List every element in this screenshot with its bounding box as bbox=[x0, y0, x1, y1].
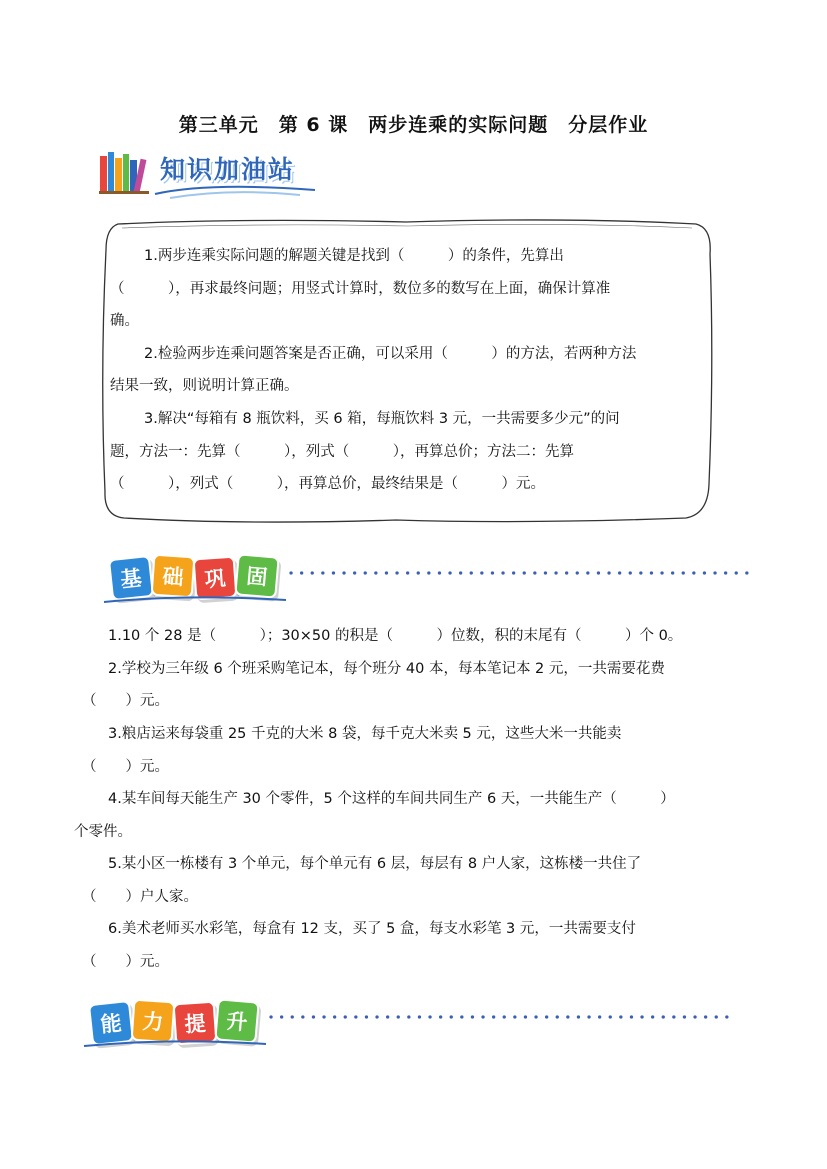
question-6-cont: （ ）元。 bbox=[82, 954, 169, 970]
knowledge-line-6: 3.解决“每箱有 8 瓶饮料，买 6 箱，每瓶饮料 3 元，一共需要多少元”的问 bbox=[144, 411, 620, 427]
question-5: 5.某小区一栋楼有 3 个单元，每个单元有 6 层，每层有 8 户人家，这栋楼一共住了 bbox=[108, 856, 642, 872]
section-heading-knowledge: 知识加油站 bbox=[160, 155, 296, 184]
badge-underline-swoosh bbox=[80, 1036, 270, 1050]
question-4: 4.某车间每天能生产 30 个零件，5 个这样的车间共同生产 6 天，一共能生产（ ） bbox=[108, 791, 675, 807]
knowledge-line-8: （ ），列式（ ），再算总价，最终结果是（ ）元。 bbox=[110, 476, 545, 492]
question-2-cont: （ ）元。 bbox=[82, 693, 169, 709]
heading-underline-swoosh bbox=[150, 180, 320, 200]
question-3-cont: （ ）元。 bbox=[82, 759, 169, 775]
badge-basic-4: 固 bbox=[234, 553, 280, 599]
badge-underline-swoosh bbox=[100, 592, 290, 606]
question-5-cont: （ ）户人家。 bbox=[82, 889, 198, 905]
knowledge-line-2: （ ），再求最终问题；用竖式计算时，数位多的数写在上面，确保计算准 bbox=[110, 281, 611, 297]
badge-basic-2: 础 bbox=[151, 554, 196, 599]
question-1: 1.10 个 28 是（ ）；30×50 的积是（ ）位数，积的末尾有（ ）个 0。 bbox=[108, 628, 683, 644]
question-6: 6.美术老师买水彩笔，每盒有 12 支，买了 5 盒，每支水彩笔 3 元，一共需要支付 bbox=[108, 921, 636, 937]
question-3: 3.粮店运来每袋重 25 千克的大米 8 袋，每千克大米卖 5 元，这些大米一共能卖 bbox=[108, 726, 622, 742]
knowledge-line-5: 结果一致，则说明计算正确。 bbox=[110, 378, 299, 394]
badge-basic-3: 巩 bbox=[193, 556, 238, 601]
knowledge-line-1: 1.两步连乘实际问题的解题关键是找到（ ）的条件，先算出 bbox=[144, 248, 564, 264]
knowledge-line-3: 确。 bbox=[110, 313, 139, 329]
question-2: 2.学校为三年级 6 个班采购笔记本，每个班分 40 本，每本笔记本 2 元，一共需要花费 bbox=[108, 661, 665, 677]
question-4-cont: 个零件。 bbox=[74, 824, 132, 840]
badge-basic-1: 基 bbox=[108, 555, 154, 601]
dotted-divider bbox=[288, 570, 758, 576]
badge-advanced-3: 提 bbox=[173, 1001, 218, 1046]
knowledge-box bbox=[96, 214, 718, 528]
badge-advanced-1: 能 bbox=[88, 1000, 134, 1046]
knowledge-line-7: 题，方法一：先算（ ），列式（ ），再算总价；方法二：先算 bbox=[110, 444, 574, 460]
page-title: 第三单元 第 6 课 两步连乘的实际问题 分层作业 bbox=[178, 114, 649, 136]
books-icon bbox=[99, 150, 151, 194]
badge-advanced-2: 力 bbox=[131, 999, 176, 1044]
dotted-divider bbox=[268, 1014, 738, 1020]
badge-advanced-4: 升 bbox=[214, 998, 260, 1044]
knowledge-line-4: 2.检验两步连乘问题答案是否正确，可以采用（ ）的方法，若两种方法 bbox=[144, 346, 637, 362]
